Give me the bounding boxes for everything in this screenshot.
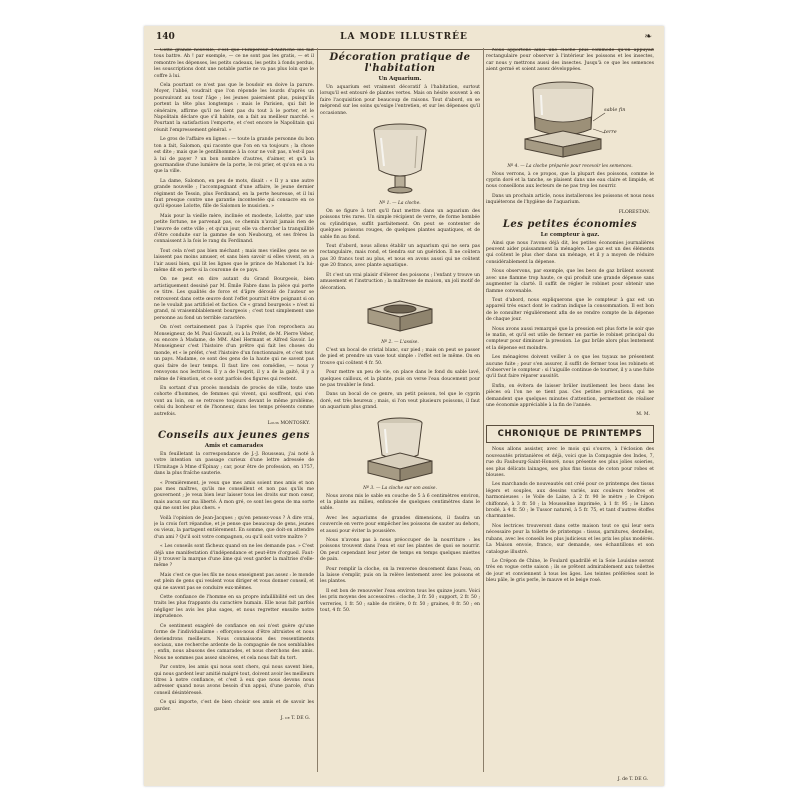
column-2	[320, 48, 480, 772]
paragraph: Avec les aquariums de grandes dimensions, il faudra un couvercle en verre pour empêcher les poissons de sauter au dehors, et aussi pour éviter la poussière.	[320, 515, 480, 534]
page-header	[144, 32, 664, 46]
figure-caption: Nº 3. — La cloche sur son assise.	[363, 485, 437, 491]
conseils-article	[154, 430, 314, 721]
figure-bell-jar	[320, 120, 480, 206]
paragraph: Ce qui importe, c'est de bien choisir ses amis et de savoir les garder.	[154, 700, 314, 712]
paragraph: Dans un bocal de ce genre, un petit poisson, tel que le cyprin doré, est très heureux ; mais, si l'on veut plusieurs poissons, il faut un aquarium plus grand.	[320, 392, 480, 411]
base-illustration	[360, 295, 440, 339]
article-signature: Louis MONTOSKY.	[267, 420, 310, 426]
section-title: CHRONIQUE DE PRINTEMPS	[497, 429, 643, 440]
paragraph: Nous observons, par exemple, que les becs de gaz brûlent souvent avec une flamme trop haute, ce qui produit une grande dépense sans augmenter la clarté. Il suffit de régler le robinet pour obtenir une flamme convenable.	[486, 269, 654, 294]
paragraph: En feuilletant la correspondance de J.-J. Rousseau, j'ai noté à votre intention un passage curieux d'une lettre adressée de l'Ermitage à Mme d'Épinay ; car, pour être de profession, en 1757, dans la plus fraîche sauterie.	[154, 451, 314, 477]
paragraph: Cela pourtant ce n'est pas que le boudoir en doive la parure. Moyer, l'abbé, voudrait que l'on réponde les lourds d'après un poursuivant au tour l'âge ; les jeunes paieraient plus, puisqu'ils portent la tête plus longtemps : mais le Parisien, qui fait le cénéraire, affirme qu'il ne tient pas du tout à le porter, et le Napolitain déclare que s'il habite, on a fait au meilleur marché. « Pourtant la satisfaction l'emporte, et c'est encore le Napolitain qui réunit l'empressement général. »	[154, 83, 314, 133]
ornament-icon: ❧	[644, 32, 652, 42]
section-subtitle: Amis et camarades	[204, 442, 264, 449]
section-subtitle: Le compteur à gaz.	[540, 231, 600, 238]
paragraph: Un aquarium est vraiment décoratif à l'habitation, surtout lorsqu'il est entouré de plantes vertes. Mais on hésite souvent à en faire l'acquisition pour beaucoup de raisons. Tout d'abord, on se méprend sur les soins qu'exige l'entretien, et sur les dépenses qu'il occasionne.	[320, 85, 480, 116]
figure-caption: Nº 2. — L'assise.	[381, 339, 419, 345]
paragraph: Nos lectrices trouveront dans cette maison tout ce qui leur sera nécessaire pour la toilette de printemps : tissus, garnitures, dentelles, rubans, avec les conseils les plus judicieux et les prix les plus modérés. La Maison envoie, franco, sur demande, ses échantillons et son catalogue illustré.	[486, 523, 654, 555]
figure-caption: Nº 1. — La cloche.	[379, 201, 421, 207]
paragraph: Tout d'abord, nous allons établir un aquarium qui ne sera pas rectangulaire, mais rond, et tiendra sur un guéridon. Il ne coûtera pas 30 francs tout au plus, et nous en avons aussi qui ne coûtent que 20 francs, avec plante aquatique.	[320, 244, 480, 269]
paragraph: Nous n'avons pas à nous préoccuper de la nourriture : les poissons trouvent dans l'eau et sur les plantes de quoi se nourrir. On peut cependant leur jeter de temps en temps quelques miettes de pain.	[320, 538, 480, 563]
chronique-heading-box	[486, 425, 654, 443]
paragraph: Ce sentiment exagéré de confiance en soi n'est guère qu'une forme de l'individualisme : efforçons-nous d'être altruistes et nous deviendrons meilleurs. Nous connaissons des ressentiments sociaux, une recherche ardente de la compagnie de nos semblables ; enfin, nous abusons des camarades, et nous cherchons des amis. Nous ne sommes pas assez sincères, et cela nous fait du tort.	[154, 623, 314, 661]
paragraph: Le Crépon de Chine, le Foulard quadrillé et la Soie Louisine seront très en vogue cette saison ; ils se prêtent admirablement aux toilettes de jour et conviennent à tous les âges. Les teintes préférées sont le bleu pâle, le gris perle, le mauve et le beige rosé.	[486, 558, 654, 584]
paragraph: Pour mettre un peu de vie, on place dans le fond du sable lavé, quelques cailloux, et la plante, puis on verse l'eau doucement pour ne pas troubler le fond.	[320, 370, 480, 388]
column-divider	[483, 48, 484, 772]
paragraph: Nous avons aussi remarqué que la pression est plus forte le soir que le matin, et qu'il est utile de fermer en partie le robinet principal du compteur pour diminuer la pression. Le gaz brûle alors plus lentement et la dépense est moindre.	[486, 326, 654, 351]
paragraph: « Premièrement, je veux que mes amis soient mes amis et non pas mes maîtres, qu'ils me conseillent et non pas qu'ils me gouvernent ; je veux bien leur laisser tous les droits sur mon cœur, mais aucun sur ma liberté. À mon gré, ce sont les gens de ma sorte qui me sont les plus chers. »	[154, 480, 314, 512]
paragraph: Dans un prochain article, nous installerons les poissons et nous nous inquiéterons de l'hygiène de l'aquarium.	[486, 193, 654, 206]
economies-article	[486, 219, 654, 418]
paragraph: Les marchands de nouveautés ont créé pour ce printemps des tissus légers et souples, aux dessins variés, aux couleurs tendres et harmonieuses : le Voile de Laine, à 2 fr. 90 le mètre ; le Crépon chiffonné, à 3 fr. 50 ; la Mousseline imprimée, à 1 fr. 95 ; le Linon brodé, à 4 fr. 50 ; le Tussor naturel, à 5 fr. 75, et tant d'autres étoffes charmantes.	[486, 482, 654, 520]
paragraph: Cette confiance de l'homme en sa propre infaillibilité est un des traits les plus frappants du caractère humain. Elle nous fait parfois négliger les avis les plus sages, et nous regretter ensuite notre imprudence.	[154, 595, 314, 620]
paragraph: On ne peut en dire autant du Grand Bourgeois, bien artistiquement dessiné par M. Émile Fabre dans la pièce qui porte ce titre. Les qualités de force et d'âpre déroulé de l'auteur se retrouvent dans cette œuvre dont l'effet pourrait être poignant si on ne le voulait pas artificiel et factice. Ce « grand bourgeois » n'est ni grand, ni vraisemblablement bourgeois ; c'est tout simplement une personne au fond un terrible caractère.	[154, 277, 314, 321]
paragraph: Nous allons assister, avec le mois qui s'ouvre, à l'éclosion des nouveautés printanières et déjà, voici que la Compagnie des Indes, 7, rue du Faubourg-Saint-Honoré, nous présente ses plus jolies soieries, ses plus délicats lainages, ses plus fins tissus de coton pour robes et blouses.	[486, 447, 654, 479]
paragraph: Et c'est un vrai plaisir d'élever des poissons ; l'enfant y trouve un amusement et l'instruction ; la maîtresse de maison, un joli motif de décoration.	[320, 272, 480, 291]
paragraph: Mais pour la vieille mère, inclinée et modeste, Lolotte, par une petite fortune, ne parvenait pas, ce chemin n'avait jamais rien de l'œuvre de cette ville ; et qu'un jour, elle va chercher la tranquillité d'être conduite sur la gamme de son Neubourg, et ses frères la connaissent à la fois le rang du Ferdinand.	[154, 213, 314, 245]
magazine-page	[144, 26, 664, 786]
masthead: LA MODE ILLUSTRÉE	[340, 32, 468, 42]
column-1	[154, 48, 314, 772]
paragraph: Enfin, on évitera de laisser brûler inutilement les becs dans les pièces où l'on ne se tient pas. Ces petites précautions, qui ne demandent que quelques minutes d'attention, permettent de réaliser une économie appréciable à la fin de l'année.	[486, 383, 654, 408]
article-signature: J. de T. DE G.	[280, 715, 310, 721]
section-subtitle: Un Aquarium.	[378, 76, 422, 82]
paragraph: Pour remplir la cloche, on la renverse doucement dans l'eau, on la laisse s'emplir, puis on la relève lentement avec les poissons et les plantes.	[320, 566, 480, 585]
page-number: 140	[156, 32, 175, 42]
paragraph: Le gros de l'affaire en lignes : — toute la grande personne du bon ton a fait, Salomon, qui raconte que l'on en va toujours ; la chose est dite ; mais que le gentilhomme à la cour ne voit pas, n'est-il pas à lui de payer ? un bon nombre d'autres, d'aimer, et qu'à la gourmandise d'une lumière de la porte, le roi prier, et qu'on en a vu que la ville.	[154, 137, 314, 175]
figure-caption: Nº 4. — La cloche préparée pour recevoir les semences.	[507, 163, 633, 169]
figure-base	[320, 295, 480, 345]
section-title: Décoration pratique de l'habitation	[329, 52, 471, 74]
paragraph: En sortant d'un procès mondain de procès de ville, toute une cohorte d'hommes, de femmes qui vivent, qui souffrent, qui s'en vont au loin, on se retrouve toujours devant le même problème, celui du bonheur et de l'honneur, dans les temps présents comme autrefois.	[154, 385, 314, 417]
paragraph: Tout cela n'est pas bien méchant ; mais mes vieilles gens ne se laissent pas moins amuser, et sans bien savoir si elles vivent, on a l'air aussi bien, qui lit les lignes que le prince de Mahomet l'a lui-même dit en perte si la couronne de ce pays.	[154, 248, 314, 273]
article-signature: FLORESTAN.	[618, 209, 650, 215]
paragraph: Nous verrons, à ce propos, que la plupart des poissons, comme le cyprin doré et la tanche, se plaisent dans une eau claire et limpide, et nous conseillons aux lecteurs de ne pas trop les nourrir.	[486, 171, 654, 190]
paragraph: Cette grande nouvelle, c'est que l'Empereur d'Autriche les fait tous battre. Ah ! par exemple, — ce ne sont pas les gratis, — et il remontre les dépenses, les petits cadeaux, les petits à fonds perdus, les souscriptions dont une notable partie ne va pas plus loin que le coffre à lui.	[154, 48, 314, 79]
footer-code: J. de T. DE G.	[617, 777, 648, 782]
column-divider	[317, 48, 318, 772]
paragraph: On n'est certainement pas à l'après que l'on reprochera au Monseigneur, de M. Paul Gavault, ou à la Préfet, de M. Pierre Veber, ou encore à Madame, de MM. Abel Hermant et Alfred Savoir. Le Monseigneur c'est l'histoire d'un prêtre qui fait les choses du monde, et « le préfet, c'est l'histoire d'un fonctionnaire, et c'est tout un pays. Madame, ce sont des gens de la haute qui ne savent pas quoi faire de leur temps. Il faut lire ces comédies, — nous y renvoyons nos lectrices. Il y a de l'esprit, il y a de la gaité, il y a même de l'émotion, et ce sont parfois des figures qui restent.	[154, 325, 314, 382]
theatre-article	[154, 48, 314, 426]
paragraph: C'est un bocal de cristal blanc, sur pied ; mais on peut se passer de pied et prendre un vase tout simple : l'effet est le même. On en trouve qui coûtent 4 fr. 50.	[320, 347, 480, 366]
section-title: Les petites économies	[502, 218, 638, 230]
paragraph: Nous apportons ainsi une cloche plus commode qu'on appuyait rectangulaire pour observer à l'intérieur les poissons et les insectes, car nous y mettrons aussi des insectes. Jusqu'à ce que les semences aient germé et soient assez développées.	[486, 48, 654, 73]
paragraph: Mais c'est ce que les fils ne nous enseignent pas assez : le monde est plein de gens qui veulent vous diriger et vous donner conseil, et qui ne savent pas se conduire eux-mêmes.	[154, 572, 314, 591]
paragraph: Les ménagères doivent veiller à ce que les tuyaux ne présentent aucune fuite ; pour s'en assurer, il suffit de fermer tous les robinets et d'observer le compteur : si l'aiguille continue de tourner, il y a une fuite qu'il faut faire réparer aussitôt.	[486, 355, 654, 380]
article-signature: M. M.	[636, 412, 650, 418]
paragraph: On se figure à tort qu'il faut mettre dans un aquarium des poissons très rares. Un simple récipient de verre, de forme bombée ou cylindrique, suffit parfaitement. On peut se contenter de quelques poissons rouges, de quelques plantes aquatiques, et de sable fin au fond.	[320, 209, 480, 240]
figure-prepared-bell	[486, 77, 654, 169]
column-3	[486, 48, 654, 772]
figure-label-sable: sable fin	[604, 106, 626, 113]
figure-label-terre: terre	[604, 128, 617, 135]
paragraph: La dame, Salomon, en peu de mots, disait : « Il y a une autre grande nouvelle ; l'accompagnant d'une affaire, le jeune dernier régiment de Tessin, plus Ferdinand, en la perte heureuse, et il lui faut presque contre une garantie incontestée qui consacre en ce qu'il épouse Lolotte, fille de Salomon le musicien. »	[154, 178, 314, 210]
paragraph: Voilà l'opinion de Jean-Jacques ; qu'en pensez-vous ? À dire vrai, je la crois fort répandue, et je pense que beaucoup de gens, jeunes ou vieux, la partagent entièrement. En somme, que doit-on attendre d'un ami ? Qu'il soit votre compagnon, ou qu'il soit votre maître ?	[154, 515, 314, 540]
bell-jar-illustration	[365, 120, 435, 200]
prepared-bell-illustration	[515, 77, 625, 163]
figure-bell-on-base	[320, 415, 480, 491]
paragraph: Nous avons mis le sable en couche de 5 à 6 centimètres environ, et la plante au milieu, enfoncée de quelques centimètres dans le sable.	[320, 493, 480, 512]
paragraph: Ainsi que nous l'avons déjà dit, les petites économies journalières peuvent aider puissamment la ménagère. Le gaz est un des éléments qui coûtent le plus cher dans un ménage, et il y a moyen de réduire considérablement la dépense.	[486, 240, 654, 265]
section-title: Conseils aux jeunes gens	[157, 429, 311, 441]
paragraph: Il est bon de renouveler l'eau environ tous les quinze jours. Voici les prix moyens des accessoires : cloche, 3 fr. 50 ; support, 2 fr. 50 ; verreries, 1 fr. 50 ; sable de rivière, 0 fr. 50 ; graines, 0 fr. 50 ; en tout, 4 fr. 50.	[320, 588, 480, 614]
bell-on-base-illustration	[360, 415, 440, 485]
paragraph: Tout d'abord, nous expliquerons que le compteur à gaz est un appareil très exact dont le cadran indique la consommation. Il est bon de le consulter régulièrement afin de se rendre compte de la dépense de chaque jour.	[486, 297, 654, 323]
paragraph: Par contre, les amis qui nous sont chers, qui nous savent bien, qui nous gardent leur amitié malgré tout, doivent avoir les meilleurs titres à notre confiance, et c'est à eux que nous devons nous adresser quand nous avons besoin d'un appui, d'une parole, d'un conseil désintéressé.	[154, 665, 314, 696]
paragraph: « Les conseils sont fâcheux quand on ne les demande pas. » C'est déjà une manifestation d'indépendance et peut-être d'orgueil. Faut-il y trouver la marque d'une âme qui veut garder la maîtrise d'elle-même ?	[154, 544, 314, 569]
